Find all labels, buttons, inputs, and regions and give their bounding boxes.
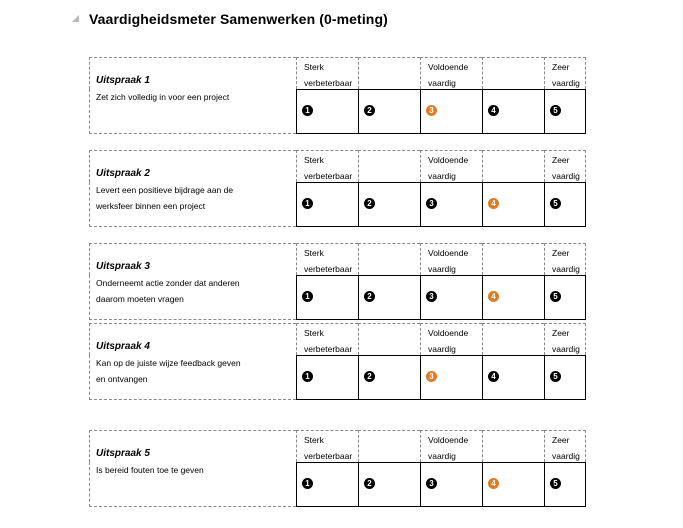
scale-label bbox=[552, 325, 580, 357]
scale-header-cell bbox=[482, 430, 544, 462]
rating-option-3[interactable]: 3 bbox=[426, 198, 437, 209]
scale-label-line: vaardig bbox=[428, 451, 456, 461]
rating-option-5[interactable]: 5 bbox=[550, 291, 561, 302]
rating-divider bbox=[544, 182, 545, 227]
scale-header-cell bbox=[296, 430, 358, 462]
scale-label-line: vaardig bbox=[552, 264, 580, 274]
rating-option-2[interactable]: 2 bbox=[364, 371, 375, 382]
scale-header-cell bbox=[296, 323, 358, 355]
scale-label bbox=[304, 152, 352, 184]
scale-label-line: vaardig bbox=[552, 78, 580, 88]
statement-header-cell bbox=[89, 323, 296, 355]
rating-option-4[interactable]: 4 bbox=[488, 371, 499, 382]
scale-header-cell bbox=[420, 243, 482, 275]
statement-text-cell bbox=[89, 182, 296, 227]
statement-header-cell bbox=[89, 57, 296, 89]
statement-line: Kan op de juiste wijze feedback geven bbox=[96, 358, 241, 368]
rating-option-4[interactable]: 4 bbox=[488, 198, 499, 209]
statement-text bbox=[96, 355, 286, 387]
rating-option-1[interactable]: 1 bbox=[302, 291, 313, 302]
scale-header-cell bbox=[420, 430, 482, 462]
statement-table bbox=[89, 57, 586, 134]
rating-row bbox=[296, 355, 586, 400]
scale-label-line: Zeer bbox=[552, 435, 570, 445]
rating-option-1[interactable]: 1 bbox=[302, 371, 313, 382]
scale-label bbox=[304, 59, 352, 91]
scale-label-line: vaardig bbox=[428, 78, 456, 88]
rating-option-3[interactable]: 3 bbox=[426, 105, 437, 116]
statement-table bbox=[89, 323, 586, 400]
scale-header-cell bbox=[544, 150, 586, 182]
rating-divider bbox=[482, 462, 483, 507]
rating-divider bbox=[358, 89, 359, 134]
scale-label-line: Voldoende bbox=[428, 155, 469, 165]
scale-label-line: vaardig bbox=[428, 171, 456, 181]
scale-label-line: Voldoende bbox=[428, 328, 469, 338]
scale-header-cell bbox=[358, 430, 420, 462]
rating-divider bbox=[544, 462, 545, 507]
scale-header-cell bbox=[358, 243, 420, 275]
scale-header-cell bbox=[420, 323, 482, 355]
rating-divider bbox=[482, 355, 483, 400]
statement-text-cell bbox=[89, 355, 296, 400]
scale-label-line: vaardig bbox=[428, 344, 456, 354]
scale-header-cell bbox=[482, 57, 544, 89]
statement-line: Levert een positieve bijdrage aan de bbox=[96, 185, 234, 195]
statement-text bbox=[96, 462, 286, 478]
scale-label-line: Zeer bbox=[552, 248, 570, 258]
rating-option-5[interactable]: 5 bbox=[550, 478, 561, 489]
rating-divider bbox=[358, 182, 359, 227]
scale-label-line: verbeterbaar bbox=[304, 171, 353, 181]
scale-label-line: Voldoende bbox=[428, 435, 469, 445]
scale-header-cell bbox=[296, 150, 358, 182]
scale-label-line: Zeer bbox=[552, 155, 570, 165]
scale-label bbox=[552, 245, 580, 277]
scale-header-cell bbox=[482, 243, 544, 275]
statement-line: werksfeer binnen een project bbox=[96, 201, 206, 211]
scale-label-line: vaardig bbox=[428, 264, 456, 274]
rating-option-5[interactable]: 5 bbox=[550, 105, 561, 116]
scale-label-line: vaardig bbox=[552, 171, 580, 181]
scale-label bbox=[304, 325, 352, 357]
rating-row bbox=[296, 182, 586, 227]
statement-line: Onderneemt actie zonder dat anderen bbox=[96, 278, 240, 288]
rating-option-3[interactable]: 3 bbox=[426, 291, 437, 302]
scale-label-line: Zeer bbox=[552, 62, 570, 72]
scale-label-line: Sterk bbox=[304, 328, 324, 338]
scale-header-cell bbox=[482, 323, 544, 355]
rating-option-4[interactable]: 4 bbox=[488, 291, 499, 302]
statement-line: Is bereid fouten toe te geven bbox=[96, 465, 204, 475]
collapse-heading-icon[interactable] bbox=[72, 15, 79, 22]
rating-divider bbox=[544, 89, 545, 134]
rating-option-1[interactable]: 1 bbox=[302, 198, 313, 209]
rating-option-1[interactable]: 1 bbox=[302, 478, 313, 489]
statement-header-cell bbox=[89, 243, 296, 275]
scale-label bbox=[552, 432, 580, 464]
statement-label: Uitspraak 2 bbox=[96, 168, 150, 179]
rating-option-2[interactable]: 2 bbox=[364, 291, 375, 302]
scale-header-cell bbox=[358, 323, 420, 355]
rating-option-5[interactable]: 5 bbox=[550, 198, 561, 209]
scale-label bbox=[552, 152, 580, 184]
rating-option-2[interactable]: 2 bbox=[364, 478, 375, 489]
statement-text-cell bbox=[89, 275, 296, 320]
statement-line: daarom moeten vragen bbox=[96, 294, 184, 304]
statement-table bbox=[89, 430, 586, 507]
rating-option-2[interactable]: 2 bbox=[364, 105, 375, 116]
rating-divider bbox=[358, 275, 359, 320]
scale-label-line: verbeterbaar bbox=[304, 451, 353, 461]
statement-header-cell bbox=[89, 150, 296, 182]
statement-table bbox=[89, 243, 586, 320]
scale-label-line: Zeer bbox=[552, 328, 570, 338]
statement-table bbox=[89, 150, 586, 227]
statement-header-cell bbox=[89, 430, 296, 462]
rating-option-4[interactable]: 4 bbox=[488, 105, 499, 116]
rating-option-3[interactable]: 3 bbox=[426, 478, 437, 489]
scale-label-line: Sterk bbox=[304, 248, 324, 258]
scale-label bbox=[428, 245, 468, 277]
rating-option-4[interactable]: 4 bbox=[488, 478, 499, 489]
rating-divider bbox=[420, 462, 421, 507]
statement-text bbox=[96, 275, 286, 307]
rating-divider bbox=[482, 275, 483, 320]
scale-label bbox=[428, 325, 468, 357]
rating-option-1[interactable]: 1 bbox=[302, 105, 313, 116]
statement-text-cell bbox=[89, 89, 296, 134]
scale-label bbox=[304, 245, 352, 277]
statement-text bbox=[96, 89, 286, 105]
rating-row bbox=[296, 89, 586, 134]
rating-option-5[interactable]: 5 bbox=[550, 371, 561, 382]
scale-header-cell bbox=[420, 150, 482, 182]
page-title: Vaardigheidsmeter Samenwerken (0-meting) bbox=[89, 11, 388, 27]
rating-divider bbox=[544, 355, 545, 400]
rating-option-2[interactable]: 2 bbox=[364, 198, 375, 209]
scale-label-line: verbeterbaar bbox=[304, 264, 353, 274]
scale-label-line: vaardig bbox=[552, 451, 580, 461]
scale-label bbox=[428, 152, 468, 184]
statement-line: Zet zich volledig in voor een project bbox=[96, 92, 230, 102]
rating-divider bbox=[482, 89, 483, 134]
rating-divider bbox=[358, 355, 359, 400]
statement-label: Uitspraak 1 bbox=[96, 75, 150, 86]
rating-divider bbox=[544, 275, 545, 320]
scale-header-cell bbox=[358, 57, 420, 89]
scale-label-line: Sterk bbox=[304, 155, 324, 165]
scale-label-line: verbeterbaar bbox=[304, 344, 353, 354]
statement-line: en ontvangen bbox=[96, 374, 148, 384]
scale-label-line: Sterk bbox=[304, 435, 324, 445]
rating-divider bbox=[420, 275, 421, 320]
scale-label-line: Voldoende bbox=[428, 248, 469, 258]
statement-text-cell bbox=[89, 462, 296, 507]
rating-divider bbox=[358, 462, 359, 507]
scale-header-cell bbox=[296, 57, 358, 89]
scale-header-cell bbox=[482, 150, 544, 182]
scale-label-line: verbeterbaar bbox=[304, 78, 353, 88]
rating-divider bbox=[482, 182, 483, 227]
scale-label bbox=[304, 432, 352, 464]
scale-header-cell bbox=[544, 323, 586, 355]
rating-option-3[interactable]: 3 bbox=[426, 371, 437, 382]
statement-label: Uitspraak 3 bbox=[96, 261, 150, 272]
rating-divider bbox=[420, 182, 421, 227]
statement-text bbox=[96, 182, 286, 214]
statement-label: Uitspraak 5 bbox=[96, 448, 150, 459]
rating-row bbox=[296, 462, 586, 507]
scale-header-cell bbox=[296, 243, 358, 275]
scale-label-line: Sterk bbox=[304, 62, 324, 72]
statement-label: Uitspraak 4 bbox=[96, 341, 150, 352]
rating-row bbox=[296, 275, 586, 320]
scale-label bbox=[428, 59, 468, 91]
scale-header-cell bbox=[420, 57, 482, 89]
scale-header-cell bbox=[544, 243, 586, 275]
scale-label-line: vaardig bbox=[552, 344, 580, 354]
rating-divider bbox=[420, 89, 421, 134]
scale-label bbox=[552, 59, 580, 91]
scale-label-line: Voldoende bbox=[428, 62, 469, 72]
scale-header-cell bbox=[544, 430, 586, 462]
scale-label bbox=[428, 432, 468, 464]
scale-header-cell bbox=[544, 57, 586, 89]
scale-header-cell bbox=[358, 150, 420, 182]
rating-divider bbox=[420, 355, 421, 400]
